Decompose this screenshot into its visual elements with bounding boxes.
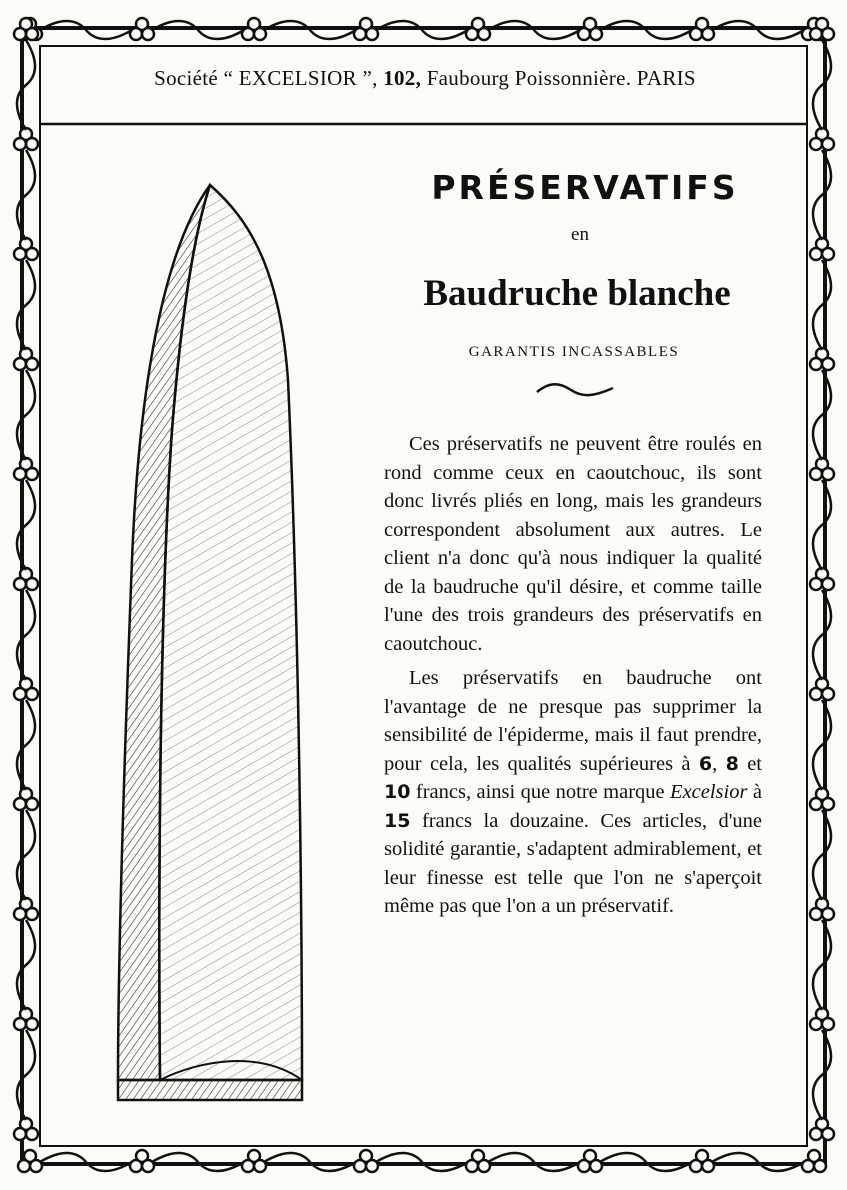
border-wave	[813, 1030, 831, 1120]
border-knot	[810, 898, 834, 920]
border-knot	[14, 788, 38, 810]
border-knot	[690, 1150, 714, 1172]
border-knot	[14, 348, 38, 370]
border-knot	[810, 678, 834, 700]
paragraph-2-part-3: à	[747, 781, 762, 803]
swash-ornament	[535, 380, 615, 400]
product-title: PRÉSERVATIFS	[431, 168, 739, 207]
border-knot	[14, 1118, 38, 1140]
paragraph-2-part-1: Les préservatifs en baudruche ont l'avantage de ne presque pas supprimer la sensibilité de l'épiderme, mais il faut prendre, pour cela, les qualités supérieures à	[384, 667, 762, 775]
paragraph-1: Ces préservatifs ne peuvent être roulés en rond comme ceux en caoutchouc, ils sont donc livrés pliés en long, mais les grandeurs correspondent absolument aux autres. Le client n'a donc qu'à nous indiquer la qualité de la baudruche qu'il désire, et comme taille l'une des trois grandeurs des préservatifs en caoutchouc.	[384, 433, 762, 655]
border-knot	[14, 458, 38, 480]
border-wave	[813, 370, 831, 460]
border-knot	[810, 1118, 834, 1140]
price-8: 8	[725, 752, 739, 775]
header-address	[60, 66, 790, 106]
paragraph-2-sep-1: ,	[712, 752, 726, 775]
border-knot	[242, 1150, 266, 1172]
border-knot	[578, 1150, 602, 1172]
border-knot	[354, 1150, 378, 1172]
product-subtitle: Baudruche blanche	[423, 273, 731, 314]
border-knot	[810, 128, 834, 150]
border-knot	[14, 678, 38, 700]
border-wave	[813, 40, 831, 130]
border-wave	[17, 40, 35, 130]
border-knot	[130, 18, 154, 40]
border-wave	[17, 370, 35, 460]
connector-en: en	[571, 224, 589, 245]
border-knot	[578, 18, 602, 40]
brand-name: Excelsior	[670, 781, 748, 803]
border-wave	[17, 810, 35, 900]
border-wave	[813, 810, 831, 900]
border-knot	[810, 788, 834, 810]
border-knot	[810, 458, 834, 480]
border-knot	[242, 18, 266, 40]
border-knot	[354, 18, 378, 40]
price-10: 10	[384, 781, 411, 803]
border-wave	[17, 260, 35, 350]
border-wave	[813, 590, 831, 680]
tagline: GARANTIS INCASSABLES	[468, 344, 680, 360]
border-wave	[813, 150, 831, 240]
border-wave	[17, 480, 35, 570]
border-knot	[466, 1150, 490, 1172]
border-wave	[813, 480, 831, 570]
border-wave	[813, 700, 831, 790]
price-6: 6	[698, 752, 713, 775]
border-wave	[17, 150, 35, 240]
paragraph-2-sep-2: et	[738, 752, 763, 775]
border-knot	[810, 568, 834, 590]
border-wave	[813, 920, 831, 1010]
border-knot	[14, 238, 38, 260]
border-wave	[17, 920, 35, 1010]
description-text	[384, 430, 762, 921]
price-15: 15	[384, 809, 411, 832]
border-knot	[802, 1150, 826, 1172]
border-knot	[14, 1008, 38, 1030]
header-address-text: Faubourg Poissonnière. PARIS	[421, 66, 696, 90]
border-knot	[466, 18, 490, 40]
border-wave	[813, 260, 831, 350]
header-number: 102,	[383, 66, 422, 90]
paragraph-2	[384, 664, 762, 921]
folded-condom-illustration	[110, 180, 320, 1115]
border-knot	[690, 18, 714, 40]
border-knot	[810, 348, 834, 370]
border-knot	[14, 128, 38, 150]
paragraph-2-part-4: francs la douzaine. Ces articles, d'une solidité garantie, s'adaptent admirablement, et leur finesse est telle que l'on ne s'aperçoit même pas que l'on a un préservatif.	[384, 809, 762, 917]
header-prefix: Société “ EXCELSIOR ”,	[154, 66, 384, 90]
border-knot	[130, 1150, 154, 1172]
border-knot	[810, 238, 834, 260]
paragraph-2-part-2: francs, ainsi que notre marque	[410, 781, 671, 803]
border-wave	[17, 1030, 35, 1120]
border-wave	[17, 700, 35, 790]
border-knot	[14, 898, 38, 920]
border-knot	[14, 568, 38, 590]
border-wave	[17, 590, 35, 680]
border-knot	[810, 1008, 834, 1030]
